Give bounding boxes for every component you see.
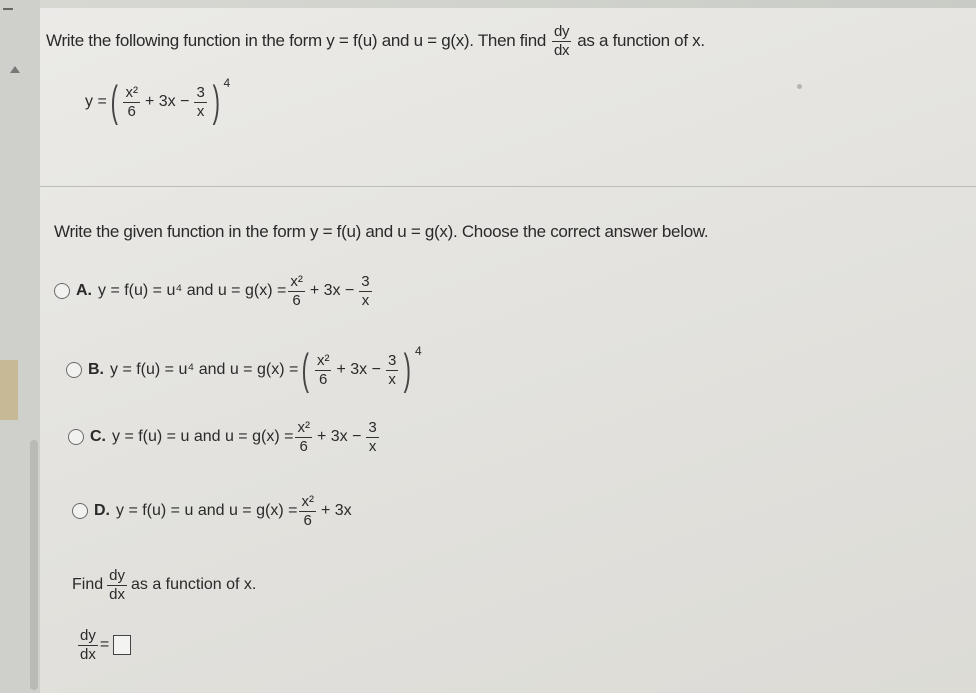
- top-bar: [40, 0, 976, 8]
- option-c-frac2: $\frac{3}{x}$: [368, 419, 377, 455]
- plus-3x: + 3x −: [144, 93, 190, 110]
- option-d-text: y = f(u) = u and u = g(x) =: [116, 502, 298, 520]
- answer-input-box[interactable]: [113, 635, 131, 655]
- right-paren: ): [212, 77, 220, 126]
- prompt-prefix: Write the following function in the form y = f(u) and u = g(x). Then find: [46, 31, 547, 51]
- option-a-letter: A.: [76, 282, 92, 300]
- find-suffix: as a function of x.: [130, 576, 257, 594]
- option-a-radio[interactable]: [54, 283, 70, 299]
- scroll-up-arrow-icon[interactable]: [10, 66, 20, 73]
- given-exponent: 4: [223, 76, 231, 90]
- given-function: [85, 76, 231, 126]
- dx-text: dx: [554, 41, 570, 59]
- option-d-frac1: $\frac{\text{x²}}{6}$: [301, 493, 314, 529]
- option-b-frac2: $\frac{3}{x}$: [387, 351, 397, 388]
- 3-over-x: $\frac{3}{x}$: [196, 83, 205, 120]
- find-prompt: [72, 568, 256, 603]
- option-c-radio[interactable]: [68, 429, 84, 445]
- prompt-suffix: as a function of x.: [577, 31, 705, 51]
- option-d-letter: D.: [94, 502, 110, 520]
- option-b-frac1: $\frac{\text{x²}}{6}$: [316, 351, 330, 388]
- scrollbar[interactable]: [30, 440, 38, 690]
- equals-sign: =: [99, 636, 110, 654]
- option-b-radio[interactable]: [66, 362, 82, 378]
- find-dy-dx: $\frac{dy}{dx}$: [109, 567, 125, 603]
- option-b-letter: B.: [88, 361, 104, 378]
- x2-over-6: $\frac{\text{x²}}{6}$: [125, 83, 138, 120]
- answer-row: [76, 628, 131, 663]
- option-a-frac2: $\frac{3}{x}$: [361, 273, 370, 309]
- dy-text: dy: [554, 23, 570, 40]
- option-a[interactable]: A. y = f(u) = u⁴ and u = g(x) = $\frac{\text{x²}}{6}$ + 3x − $\frac{3}{x}$: [54, 274, 374, 309]
- option-d[interactable]: D. y = f(u) = u and u = g(x) = $\frac{\text{x²}}{6}$ + 3x: [72, 494, 352, 529]
- option-a-text: y = f(u) = u⁴ and u = g(x) =: [98, 282, 287, 300]
- left-sidebar: [0, 0, 40, 693]
- collapse-icon[interactable]: [3, 8, 13, 10]
- dy-dx-fraction: [552, 24, 571, 59]
- given-lhs: y =: [85, 93, 107, 110]
- decorative-dot: [797, 84, 802, 89]
- option-d-radio[interactable]: [72, 503, 88, 519]
- option-a-frac1: $\frac{\text{x²}}{6}$: [290, 273, 303, 309]
- find-label: Find: [72, 576, 104, 594]
- option-b-text: y = f(u) = u⁴ and u = g(x) =: [110, 361, 299, 378]
- option-c-letter: C.: [90, 428, 106, 446]
- answer-dy-dx: $\frac{dy}{dx}$: [80, 627, 96, 663]
- subprompt: Write the given function in the form y = f(u) and u = g(x). Choose the correct answer below.: [54, 222, 709, 241]
- section-divider: [40, 186, 976, 187]
- option-c[interactable]: C. y = f(u) = u and u = g(x) = $\frac{\text{x²}}{6}$ + 3x − $\frac{3}{x}$: [68, 420, 381, 455]
- option-c-text: y = f(u) = u and u = g(x) =: [112, 428, 294, 446]
- left-paren: (: [110, 77, 118, 126]
- option-c-frac1: $\frac{\text{x²}}{6}$: [297, 419, 310, 455]
- option-b[interactable]: B. y = f(u) = u⁴ and u = g(x) = ( $\frac{\text{x²}}{6}$ + 3x − $\frac{3}{x}$ ) 4: [66, 348, 422, 392]
- question-prompt: [46, 24, 705, 59]
- sidebar-accent: [0, 360, 18, 420]
